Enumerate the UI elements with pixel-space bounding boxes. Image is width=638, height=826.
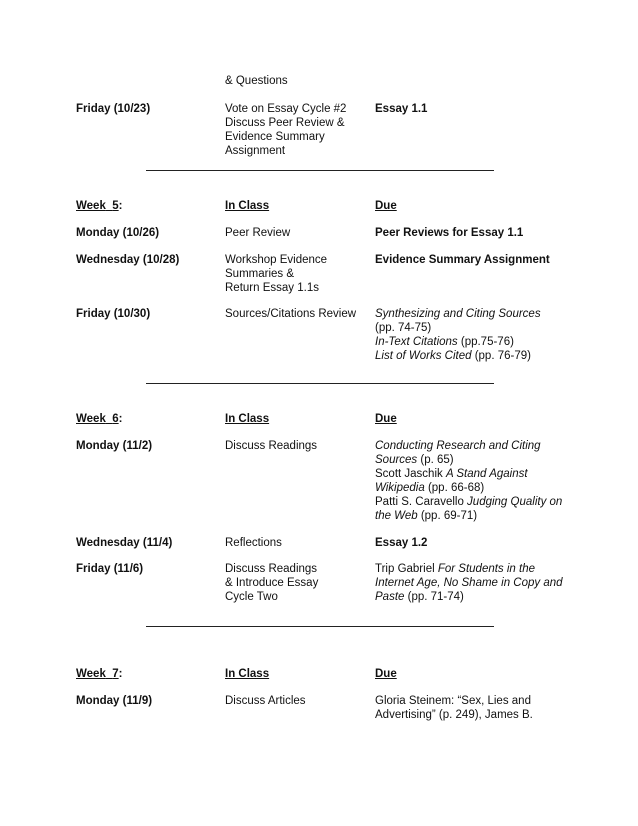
class-text: Sources/Citations Review xyxy=(225,308,357,320)
class-text: Peer Review xyxy=(225,227,291,239)
class-text: & Introduce Essay xyxy=(225,577,319,589)
due-text: Patti S. Caravello Judging Quality on xyxy=(375,496,563,508)
day-label: Monday (11/9) xyxy=(76,695,153,707)
class-text: Return Essay 1.1s xyxy=(225,282,319,294)
divider xyxy=(146,626,494,627)
day-label: Wednesday (11/4) xyxy=(76,537,173,549)
divider xyxy=(146,170,494,171)
class-text: Workshop Evidence xyxy=(225,254,328,266)
week-heading: Week 6: xyxy=(76,413,123,425)
week-heading: Week 5: xyxy=(76,200,123,212)
due-text: Trip Gabriel For Students in the xyxy=(375,563,536,575)
class-text: Discuss Peer Review & xyxy=(225,117,345,129)
day-label: Monday (10/26) xyxy=(76,227,160,239)
due-text: Essay 1.1 xyxy=(375,103,428,115)
due-text: Essay 1.2 xyxy=(375,537,428,549)
class-text: Discuss Readings xyxy=(225,440,318,452)
due-text: Advertising” (p. 249), James B. xyxy=(375,709,533,721)
in-class-heading: In Class xyxy=(225,668,270,680)
due-heading: Due xyxy=(375,668,397,680)
due-text: Peer Reviews for Essay 1.1 xyxy=(375,227,524,239)
day-label: Friday (11/6) xyxy=(76,563,144,575)
week-heading: Week 7: xyxy=(76,668,123,680)
class-text: & Questions xyxy=(225,75,288,87)
class-text: Vote on Essay Cycle #2 xyxy=(225,103,347,115)
due-text: Paste (pp. 71-74) xyxy=(375,591,464,603)
class-text: Cycle Two xyxy=(225,591,278,603)
class-text: Reflections xyxy=(225,537,282,549)
day-label: Friday (10/30) xyxy=(76,308,151,320)
day-label: Wednesday (10/28) xyxy=(76,254,180,266)
due-heading: Due xyxy=(375,200,397,212)
in-class-heading: In Class xyxy=(225,200,270,212)
due-text: Evidence Summary Assignment xyxy=(375,254,550,266)
day-label: Friday (10/23) xyxy=(76,103,151,115)
due-heading: Due xyxy=(375,413,397,425)
divider xyxy=(146,383,494,384)
in-class-heading: In Class xyxy=(225,413,270,425)
due-text: Synthesizing and Citing Sources xyxy=(375,308,541,320)
day-label: Monday (11/2) xyxy=(76,440,153,452)
class-text: Discuss Articles xyxy=(225,695,306,707)
due-text: Wikipedia (pp. 66-68) xyxy=(375,482,485,494)
due-text: Gloria Steinem: “Sex, Lies and xyxy=(375,695,531,707)
due-text: (pp. 74-75) xyxy=(375,322,432,334)
due-text: Conducting Research and Citing xyxy=(375,440,541,452)
class-text: Discuss Readings xyxy=(225,563,318,575)
due-text: Sources (p. 65) xyxy=(375,454,454,466)
due-text: Internet Age, No Shame in Copy and xyxy=(375,577,563,589)
due-text: List of Works Cited (pp. 76-79) xyxy=(375,350,531,362)
due-text: In-Text Citations (pp.75-76) xyxy=(375,336,514,348)
class-text: Assignment xyxy=(225,145,286,157)
class-text: Evidence Summary xyxy=(225,131,325,143)
class-text: Summaries & xyxy=(225,268,295,280)
due-text: the Web (pp. 69-71) xyxy=(375,510,478,522)
due-text: Scott Jaschik A Stand Against xyxy=(375,468,528,480)
